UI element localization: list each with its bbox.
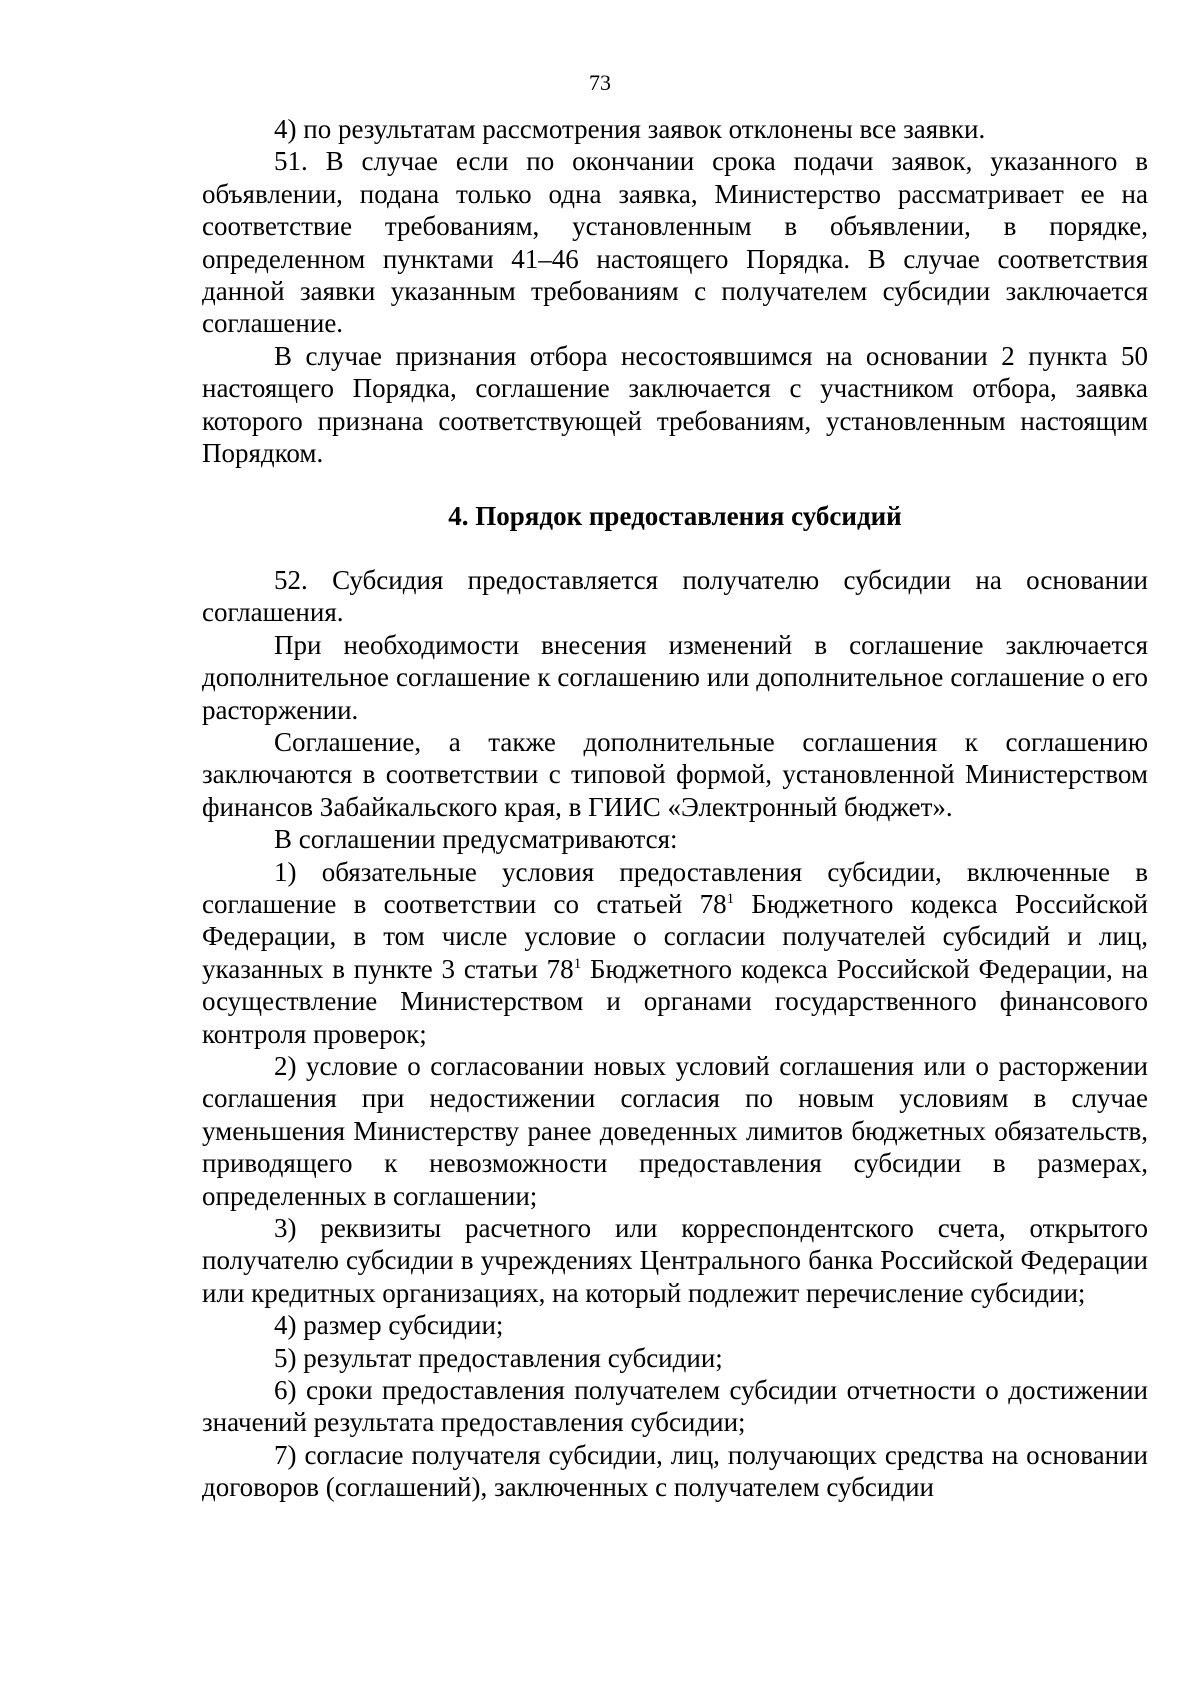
superscript-2: 1 <box>573 955 582 972</box>
list-item-4: 4) размер субсидии; <box>274 1310 504 1341</box>
paragraph-failed-selection: В случае признания отбора несостоявшимся на основании 2 пункта 50 настоящего Порядка, соглашение заключается с участником отбора, заявка которого признана соответствующей требованиям, установленным настоящим Порядком. <box>202 340 1148 469</box>
list-item-3: 3) реквизиты расчетного или корреспондентского счета, открытого получателю субсидии в учреждениях Центрального банка Российской Федерации или кредитных организациях, на который подлежит перечисление субсидии; <box>202 1213 1148 1308</box>
list-item-6: 6) сроки предоставления получателем субсидии отчетности о достижении значений результата предоставления субсидии; <box>202 1375 1148 1438</box>
list-item-1-part3: Бюджетного кодекса Российской Федерации, на осуществление Министерством и органами государственного финансового контроля проверок; <box>202 953 1148 1049</box>
paragraph-51: 51. В случае если по окончании срока подачи заявок, указанного в объявлении, подана только одна заявка, Министерство рассматривает ее на соответствие требованиям, установленным в объявлении, в порядке, определенном пунктами 41–46 настоящего Порядка. В случае соответствия данной заявки указанным требованиям с получателем субсидии заключается соглашение. <box>202 146 1148 339</box>
list-item-1-part2: Бюджетного кодекса Российской Федерации, в том числе условие о согласии получателей субсидий и лиц, указанных в пункте 3 статьи 78 <box>202 888 1148 984</box>
list-item-5: 5) результат предоставления субсидии; <box>274 1342 723 1373</box>
document-body <box>202 113 1148 1504</box>
page-number: 73 <box>589 70 611 95</box>
paragraph-agreement-provides: В соглашении предусматриваются: <box>274 824 678 855</box>
paragraph-amendments: При необходимости внесения изменений в соглашение заключается дополнительное соглашение к соглашению или дополнительное соглашение о его расторжении. <box>202 629 1148 725</box>
section-heading: 4. Порядок предоставления субсидий <box>448 501 902 532</box>
superscript-1: 1 <box>726 890 735 907</box>
list-item-2: 2) условие о согласовании новых условий соглашения или о расторжении соглашения при недостижении согласия по новым условиям в случае уменьшения Министерству ранее доведенных лимитов бюджетных обязательств, приводящего к невозможности предоставления субсидии в размерах, определенных в соглашении; <box>202 1050 1148 1211</box>
list-item-1-part1: 1) обязательные условия предоставления субсидии, включенные в соглашение в соответствии со статьей 78 <box>202 856 1148 919</box>
paragraph-standard-form: Соглашение, а также дополнительные соглашения к соглашению заключаются в соответствии с типовой формой, установленной Министерством финансов Забайкальского края, в ГИИС «Электронный бюджет». <box>202 726 1148 822</box>
paragraph-52: 52. Субсидия предоставляется получателю субсидии на основании соглашения. <box>202 564 1148 628</box>
list-item-7: 7) согласие получателя субсидии, лиц, получающих средства на основании договоров (соглашений), заключенных с получателем субсидии <box>202 1439 1148 1503</box>
list-item-1 <box>202 856 1148 1050</box>
paragraph-item-4: 4) по результатам рассмотрения заявок отклонены все заявки. <box>274 114 986 144</box>
